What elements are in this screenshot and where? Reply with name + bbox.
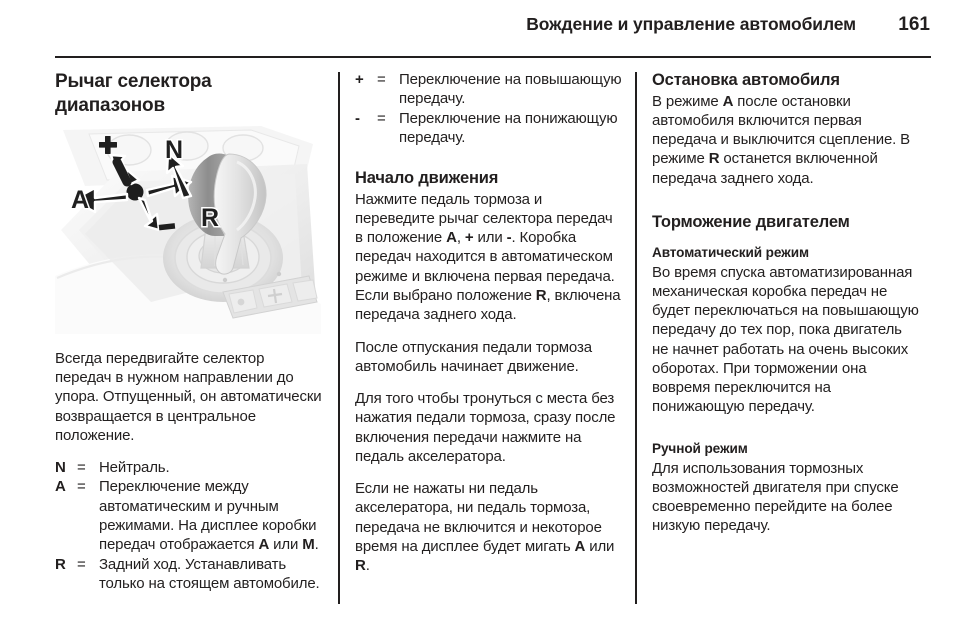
p1-part2: ,: [456, 229, 465, 247]
subsection-title-automatic-mode: Автоматический режим: [652, 244, 809, 260]
subsection-title-manual-mode: Ручной режим: [652, 440, 748, 456]
definition-equals-r: =: [77, 555, 86, 573]
r1-part3: останется включенной передача заднего хода.: [652, 150, 878, 187]
section-title-stopping-vehicle: Остановка автомобиля: [652, 71, 840, 89]
p4-part1: Если не нажаты ни педаль акселератора, ни педаль тормоза, передача не включится и некоторое время на дисплее будет мигать: [355, 480, 602, 555]
header-divider-rule: [55, 56, 931, 58]
p4-bold-a: A: [574, 537, 586, 555]
definition-value-r: Задний ход. Устанавливать только на стоящем автомобиле.: [99, 555, 320, 592]
starting-off-paragraph-2: После отпускания педали тормоза автомобиль начинает движение.: [355, 338, 592, 375]
r1-bold-a: A: [722, 92, 734, 110]
middle-column: [355, 70, 623, 575]
definition-row-minus: [355, 109, 623, 148]
p1-bold-plus: +: [464, 229, 474, 247]
page-title: Вождение и управление автомобилем: [526, 14, 856, 34]
right-column: [652, 70, 920, 536]
left-column: [55, 70, 323, 593]
spacer: [652, 234, 920, 245]
definition-equals-a: =: [77, 478, 86, 496]
svg-text:N: N: [165, 135, 184, 164]
intro-paragraph: Всегда передвигайте селектор передач в нужном направлении до упора. Отпущенный, он автоматически возвращается в центральное положение.: [55, 349, 322, 444]
definition-key-n: N: [55, 459, 66, 477]
p1-bold-minus: -: [506, 229, 512, 247]
spacer: [355, 147, 623, 168]
p1-part1: Нажмите педаль тормоза и переведите рычаг селектора передач в положение: [355, 190, 613, 247]
definition-value-a-mid: или: [269, 536, 303, 554]
definition-row-plus: [355, 70, 623, 109]
definition-value-a-bold-m: M: [302, 536, 315, 554]
svg-text:R: R: [201, 203, 220, 232]
definition-row-a: [55, 477, 323, 554]
r1-bold-r: R: [708, 150, 720, 168]
spacer: [652, 201, 920, 212]
definition-value-n: Нейтраль.: [99, 459, 170, 477]
starting-off-paragraph-4: [355, 479, 623, 575]
starting-off-paragraph-1: [355, 190, 623, 325]
definition-equals-n: =: [77, 459, 86, 477]
definition-row-r: [55, 555, 323, 594]
p1-bold-a: A: [446, 229, 457, 247]
definition-key-minus: -: [355, 109, 360, 127]
gear-shift-definitions-list: [355, 70, 623, 147]
definition-equals-plus: =: [377, 71, 386, 88]
r1-part1: В режиме: [652, 92, 723, 110]
column-divider-left: [338, 72, 340, 604]
section-title-selector-lever: Рычаг селектора диапазонов: [55, 71, 212, 116]
p1-bold-r: R: [535, 287, 547, 305]
manual-mode-paragraph: Для использования тормозных возможностей двигателя при спуске своевременно перейдите на более низкую передачу.: [652, 459, 899, 535]
definition-key-plus: +: [355, 71, 364, 88]
gear-selector-illustration: [55, 126, 321, 334]
definition-equals-minus: =: [377, 109, 386, 127]
definition-row-n: [55, 458, 323, 477]
p4-bold-r: R: [355, 557, 366, 575]
definition-value-a-text: Переключение между автоматическим и ручным режимами. На дисплее коробки передач отображается: [99, 478, 317, 554]
p1-part5: , включена передача заднего хода.: [355, 287, 621, 324]
definition-key-a: A: [55, 478, 66, 496]
p4-part3: .: [365, 557, 370, 575]
spacer: [652, 430, 920, 441]
starting-off-paragraph-3: Для того чтобы тронуться с места без нажатия педали тормоза, сразу после включения передачи нажмите на педаль акселератора.: [355, 390, 616, 465]
definition-value-minus: Переключение на понижающую передачу.: [399, 109, 618, 146]
section-title-engine-braking: Торможение двигателем: [652, 212, 850, 231]
section-title-starting-off: Начало движения: [355, 169, 499, 188]
definition-key-r: R: [55, 555, 66, 573]
page-number: 161: [898, 14, 930, 35]
definition-value-a-bold-a: A: [258, 536, 270, 554]
p4-part2: или: [585, 537, 615, 555]
definition-value-a-suffix: .: [314, 536, 319, 554]
r1-part2: после остановки автомобиля включится первая передача и выключится сцепление. В режиме: [652, 92, 911, 168]
svg-text:A: A: [71, 185, 90, 214]
p1-part3: или: [473, 229, 507, 247]
p1-part4: . Коробка передач находится в автоматическом режиме и включена первая передача. Если выбрано положение: [355, 229, 615, 305]
automatic-mode-paragraph: Во время спуска автоматизированная механическая коробка передач не будет переключаться на повышающую передачу до тех пор, пока двигатель не начнет работать на очень высоких оборотах. При торможении она вовремя переключится на понижающую передачу.: [652, 263, 919, 416]
definition-value-plus: Переключение на повышающую передачу.: [399, 71, 622, 108]
page-header: [55, 14, 930, 44]
definition-value-a: [99, 477, 323, 554]
range-definitions-list: [55, 458, 323, 593]
column-divider-right: [635, 72, 637, 604]
stopping-vehicle-paragraph: [652, 92, 920, 188]
